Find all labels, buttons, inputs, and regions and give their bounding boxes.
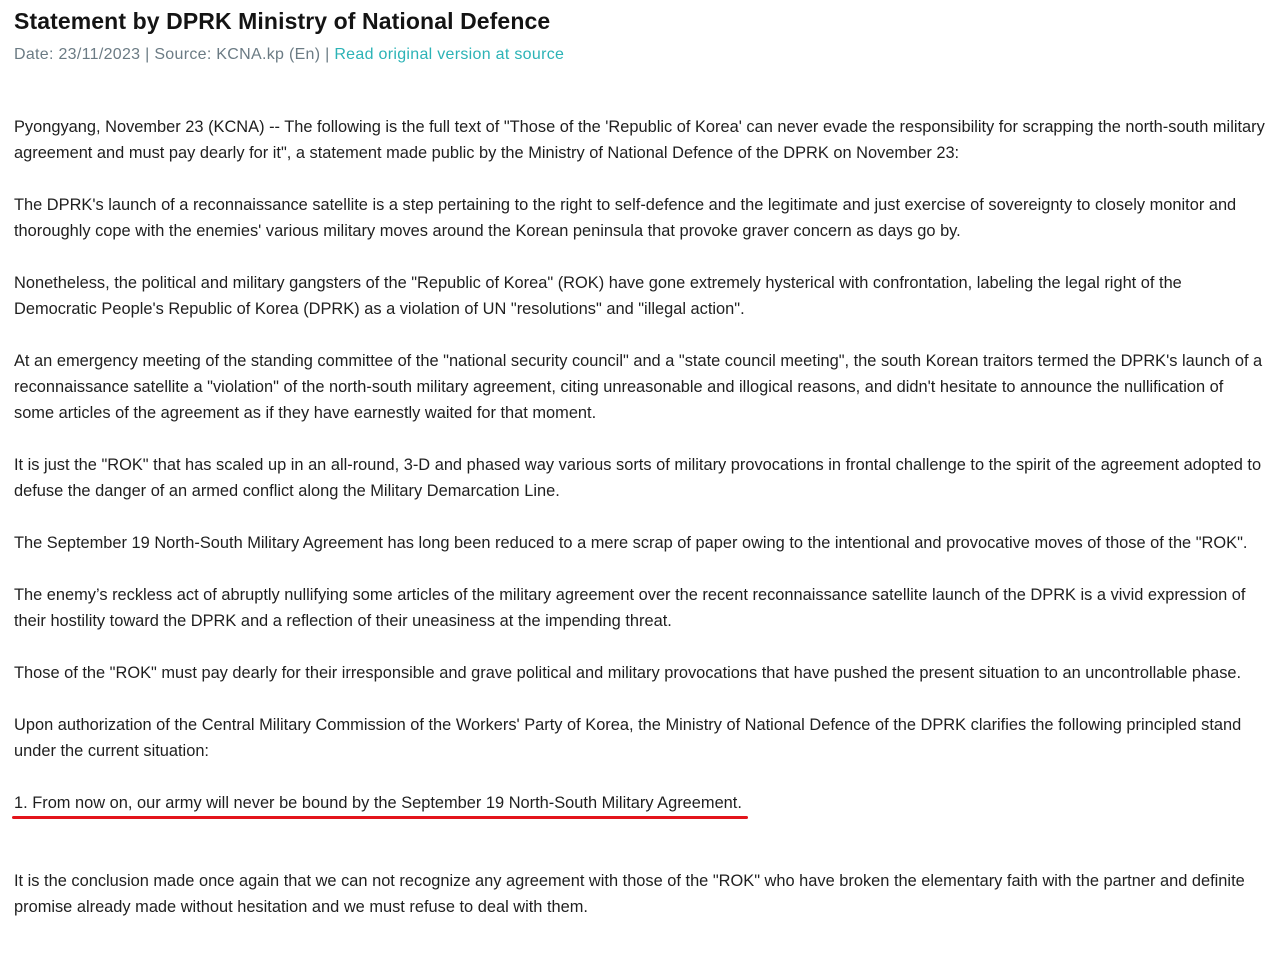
paragraph: Pyongyang, November 23 (KCNA) -- The following is the full text of "Those of the 'Republic of Korea' can never evade the responsibility for scrapping the north-south military agreement and must pay dearly for it", a statement made public by the Ministry of National Defence of the DPRK on November 23: bbox=[14, 118, 1265, 162]
paragraph: Upon authorization of the Central Military Commission of the Workers' Party of Korea, the Ministry of National Defence of the DPRK clarifies the following principled stand under the current situation: bbox=[14, 716, 1242, 760]
paragraph: The September 19 North-South Military Agreement has long been reduced to a mere scrap of paper owing to the intentional and provocative moves of those of the "ROK". bbox=[14, 534, 1248, 552]
paragraph: At an emergency meeting of the standing committee of the "national security council" and a "state council meeting", the south Korean traitors termed the DPRK's launch of a reconnaissance satellite a "violation" of the north-south military agreement, citing unreasonable and illogical reasons, and didn't hesitate to announce the nullification of some articles of the agreement as if they have earnestly waited for that moment. bbox=[14, 352, 1263, 422]
red-underline bbox=[12, 816, 748, 819]
meta-date-source: Date: 23/11/2023 | Source: KCNA.kp (En) | bbox=[14, 46, 335, 63]
paragraph: It is just the "ROK" that has scaled up in an all-round, 3-D and phased way various sorts of military provocations in frontal challenge to the spirit of the agreement adopted to defuse the danger of an armed conflict along the Military Demarcation Line. bbox=[14, 456, 1262, 500]
closing-paragraph: It is the conclusion made once again that we can not recognize any agreement with those of the "ROK" who have broken the elementary faith with the partner and definite promise already made without hesitation and we must refuse to deal with them. bbox=[14, 872, 1245, 916]
article-body bbox=[14, 114, 1266, 946]
highlighted-point-wrapper bbox=[14, 790, 1266, 842]
paragraph: The enemy’s reckless act of abruptly nullifying some articles of the military agreement over the recent reconnaissance satellite launch of the DPRK is a vivid expression of their hostility toward the DPRK and a reflection of their uneasiness at the impending threat. bbox=[14, 586, 1246, 630]
paragraph: Those of the "ROK" must pay dearly for their irresponsible and grave political and military provocations that have pushed the present situation to an uncontrollable phase. bbox=[14, 664, 1242, 682]
paragraph: The DPRK's launch of a reconnaissance satellite is a step pertaining to the right to self-defence and the legitimate and just exercise of sovereignty to closely monitor and thoroughly cope with the enemies' various military moves around the Korean peninsula that provoke graver concern as days go by. bbox=[14, 196, 1237, 240]
highlighted-point bbox=[14, 790, 742, 816]
article-title: Statement by DPRK Ministry of National Defence bbox=[14, 8, 551, 34]
article-meta bbox=[14, 46, 564, 64]
highlighted-point-text: 1. From now on, our army will never be bound by the September 19 North-South Military Agreement. bbox=[14, 794, 742, 812]
bottom-fade bbox=[0, 942, 1280, 962]
paragraph: Nonetheless, the political and military gangsters of the "Republic of Korea" (ROK) have gone extremely hysterical with confrontation, labeling the legal right of the Democratic People's Republic of Korea (DPRK) as a violation of UN "resolutions" and "illegal action". bbox=[14, 274, 1182, 318]
read-original-link[interactable]: Read original version at source bbox=[334, 46, 565, 63]
